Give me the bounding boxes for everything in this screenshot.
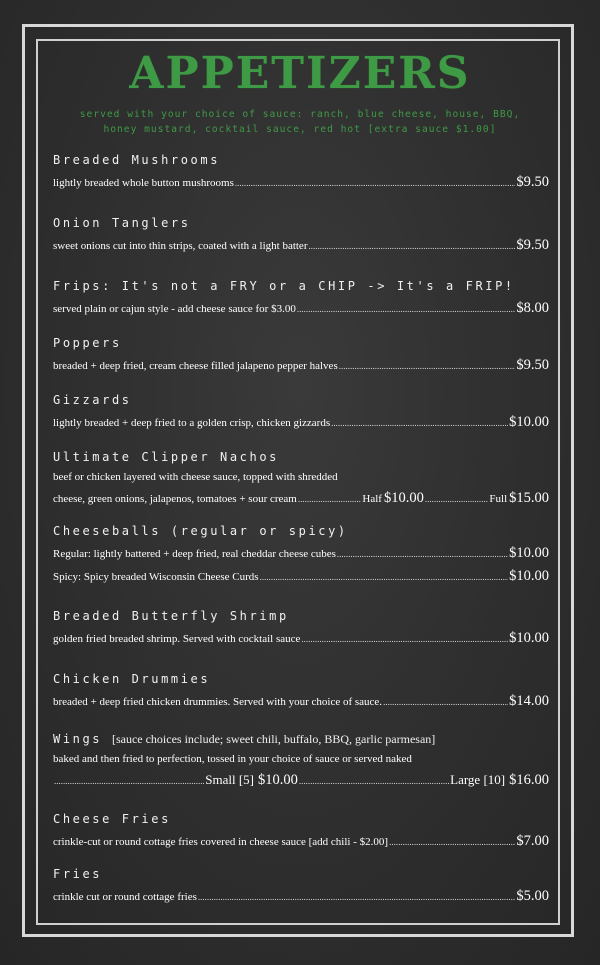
small-price: $10.00: [258, 772, 298, 788]
item-price: $5.00: [516, 888, 549, 904]
item-description: breaded + deep fried, cream cheese filled jalapeno pepper halves: [53, 360, 338, 372]
dot-leader: [298, 489, 362, 509]
menu-item-breaded-butterfly-shrimp: [53, 608, 549, 649]
item-price: $7.00: [516, 833, 549, 849]
item-line: [53, 691, 549, 712]
dot-leader: [260, 567, 509, 587]
menu-item-gizzards: [53, 392, 549, 433]
item-price-regular: $10.00: [509, 545, 549, 561]
item-line: [53, 488, 549, 509]
item-price: $9.50: [516, 174, 549, 190]
item-description: served plain or cajun style - add cheese sauce for $3.00: [53, 303, 296, 315]
item-name: Wings: [53, 732, 103, 746]
menu-title: APPETIZERS: [129, 48, 471, 99]
dot-leader: [235, 173, 516, 193]
large-label: Large [10]: [450, 772, 506, 787]
item-description: crinkle cut or round cottage fries: [53, 891, 197, 903]
item-price: $9.50: [516, 357, 549, 373]
item-price: $10.00: [509, 414, 549, 430]
item-name: Cheese Fries: [53, 812, 171, 826]
item-name: Gizzards: [53, 393, 132, 407]
menu-item-cheese-fries: [53, 811, 549, 852]
item-line: [53, 831, 549, 852]
item-line: [53, 298, 549, 319]
item-description-regular: Regular: lightly battered + deep fried, real cheddar cheese cubes: [53, 548, 336, 560]
item-line: [53, 355, 549, 376]
menu-item-breaded-mushrooms: [53, 152, 549, 193]
item-line: [53, 172, 549, 193]
item-line: [53, 235, 549, 256]
item-description: golden fried breaded shrimp. Served with cocktail sauce: [53, 633, 301, 645]
dot-leader: [339, 356, 516, 376]
item-name: Breaded Mushrooms: [53, 153, 221, 167]
item-description-line-2: cheese, green onions, jalapenos, tomatoes + sour cream: [53, 493, 297, 505]
item-line: [53, 770, 549, 791]
large-price: $16.00: [509, 772, 549, 788]
item-description-spicy: Spicy: Spicy breaded Wisconsin Cheese Curds: [53, 571, 259, 583]
sauce-subtitle-line-2: honey mustard, cocktail sauce, red hot [extra sauce $1.00]: [103, 124, 497, 135]
item-description: breaded + deep fried chicken drummies. Served with your choice of sauce.: [53, 696, 383, 708]
menu-item-chicken-drummies: [53, 671, 549, 712]
item-name: Frips: It's not a FRY or a CHIP -> It's a FRIP!: [53, 279, 515, 293]
item-price: $10.00: [509, 630, 549, 646]
item-price: $14.00: [509, 693, 549, 709]
dot-leader: [54, 771, 204, 791]
item-description-line-1: beef or chicken layered with cheese sauce, topped with shredded: [53, 471, 338, 483]
small-label: Small [5]: [205, 772, 254, 787]
full-price: $15.00: [509, 490, 549, 506]
menu-item-onion-tanglers: [53, 215, 549, 256]
item-description: crinkle-cut or round cottage fries covered in cheese sauce [add chili - $2.00]: [53, 836, 389, 848]
sauce-subtitle-line-1: served with your choice of sauce: ranch, blue cheese, house, BBQ,: [79, 109, 521, 120]
dot-leader: [331, 413, 508, 433]
wings-sauce-note: [sauce choices include; sweet chili, buffalo, BBQ, garlic parmesan]: [111, 732, 436, 746]
item-description: lightly breaded whole button mushrooms: [53, 177, 234, 189]
dot-leader: [297, 299, 516, 319]
item-line-regular: [53, 543, 549, 564]
item-name: Onion Tanglers: [53, 216, 191, 230]
dot-leader: [198, 887, 516, 907]
item-name: Breaded Butterfly Shrimp: [53, 609, 289, 623]
full-label: Full: [489, 493, 508, 505]
dot-leader: [425, 489, 489, 509]
dot-leader: [389, 832, 515, 852]
item-price-spicy: $10.00: [509, 568, 549, 584]
half-price: $10.00: [383, 490, 424, 506]
item-name: Chicken Drummies: [53, 672, 211, 686]
dot-leader: [301, 629, 508, 649]
item-description: baked and then fried to perfection, tossed in your choice of sauce or served naked: [53, 753, 412, 765]
item-name: Ultimate Clipper Nachos: [53, 450, 279, 464]
dot-leader: [299, 771, 449, 791]
item-description: sweet onions cut into thin strips, coated with a light batter: [53, 240, 308, 252]
sauce-subtitle: [60, 107, 540, 137]
item-price: $8.00: [516, 300, 549, 316]
item-name: Poppers: [53, 336, 122, 350]
menu-item-ultimate-clipper-nachos: [53, 449, 549, 509]
item-line: [53, 886, 549, 907]
menu-item-frips: [53, 278, 549, 319]
item-line: [53, 628, 549, 649]
item-line: [53, 412, 549, 433]
dot-leader: [383, 692, 508, 712]
menu-item-wings: [53, 731, 549, 791]
item-price: $9.50: [516, 237, 549, 253]
half-label: Half: [362, 493, 382, 505]
item-name-row: [53, 731, 549, 747]
dot-leader: [308, 236, 515, 256]
dot-leader: [337, 544, 508, 564]
item-description: lightly breaded + deep fried to a golden crisp, chicken gizzards: [53, 417, 331, 429]
menu-item-cheeseballs: [53, 523, 549, 587]
item-name: Fries: [53, 867, 103, 881]
item-line-spicy: [53, 566, 549, 587]
menu-item-poppers: [53, 335, 549, 376]
item-name: Cheeseballs (regular or spicy): [53, 524, 348, 538]
menu-item-fries: [53, 866, 549, 907]
